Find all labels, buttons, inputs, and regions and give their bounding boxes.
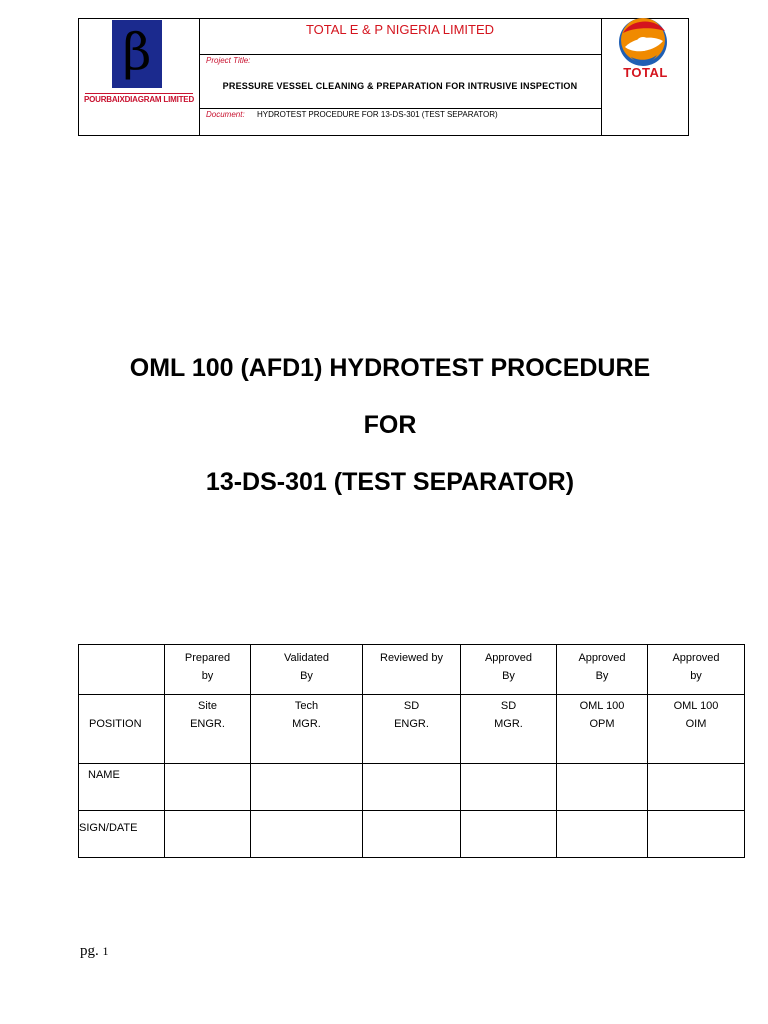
document-label: Document: [206,110,245,119]
header-line: Reviewed by [380,652,443,664]
header-line: By [502,670,515,682]
table-header-cell [363,645,461,695]
position-cell [648,695,745,764]
position-line: OML 100 [579,700,625,712]
row-label-position: POSITION [79,695,165,764]
total-logo-icon [609,7,677,71]
row-label-name: NAME [79,764,165,811]
approval-table [78,644,745,858]
position-line: Site [198,700,217,712]
position-line: SD [500,700,517,712]
name-cell [251,764,363,811]
position-cell [251,695,363,764]
header-line: Prepared [184,652,231,664]
pourbaix-logo-text: POURBAIXDIAGRAM LIMITED [83,95,195,104]
document-name: HYDROTEST PROCEDURE FOR 13-DS-301 (TEST SEPARATOR) [257,110,498,119]
header-line: By [595,670,609,682]
table-header-cell [648,645,745,695]
document-title-line-2: FOR [363,411,417,439]
table-header-cell [251,645,363,695]
sign-cell [363,811,461,858]
pourbaix-logo-icon [112,20,162,88]
company-name: TOTAL E & P NIGERIA LIMITED [305,22,495,37]
position-line: ENGR. [394,718,429,730]
sign-cell [648,811,745,858]
table-header-cell [461,645,557,695]
total-logo-text: TOTAL [623,65,668,80]
header-line: Validated [283,652,330,664]
sign-cell [251,811,363,858]
header-line: Approved [484,652,533,664]
position-line: MGR. [494,718,523,730]
page-number-value: 1 [102,944,109,958]
position-line: OIM [685,718,707,730]
name-cell [363,764,461,811]
name-cell [648,764,745,811]
table-header-cell [557,645,648,695]
document-header [78,18,689,136]
header-divider [199,108,601,109]
table-row [79,811,745,858]
name-cell [461,764,557,811]
document-title-line-1: OML 100 (AFD1) HYDROTEST PROCEDURE [129,354,651,382]
position-cell [461,695,557,764]
table-row [79,695,745,764]
sign-cell [165,811,251,858]
project-title-label: Project Title: [206,56,251,65]
position-line: OML 100 [673,700,719,712]
position-cell [557,695,648,764]
header-line: Approved [578,652,626,664]
table-row [79,764,745,811]
position-line: OPM [589,718,615,730]
position-cell [363,695,461,764]
project-title: PRESSURE VESSEL CLEANING & PREPARATION FOR INTRUSIVE INSPECTION [222,81,578,91]
sign-cell [557,811,648,858]
logo-underline [85,93,193,94]
name-cell [557,764,648,811]
name-cell [165,764,251,811]
page-number [80,943,109,960]
row-label-sign-date: SIGN/DATE [79,811,165,858]
header-divider [199,54,601,55]
table-cell [79,645,165,695]
table-row [79,645,745,695]
position-line: Tech [294,700,319,712]
position-cell [165,695,251,764]
header-line: By [300,670,313,682]
logo-beta-symbol: β [122,23,152,81]
document-title-line-3: 13-DS-301 (TEST SEPARATOR) [205,468,575,496]
header-line: by [690,670,702,682]
position-line: ENGR. [190,718,225,730]
table-header-cell [165,645,251,695]
position-line: MGR. [292,718,321,730]
page-label: pg. [80,943,99,959]
header-line: by [201,670,214,682]
header-line: Approved [672,652,720,664]
position-line: SD [403,700,420,712]
sign-cell [461,811,557,858]
